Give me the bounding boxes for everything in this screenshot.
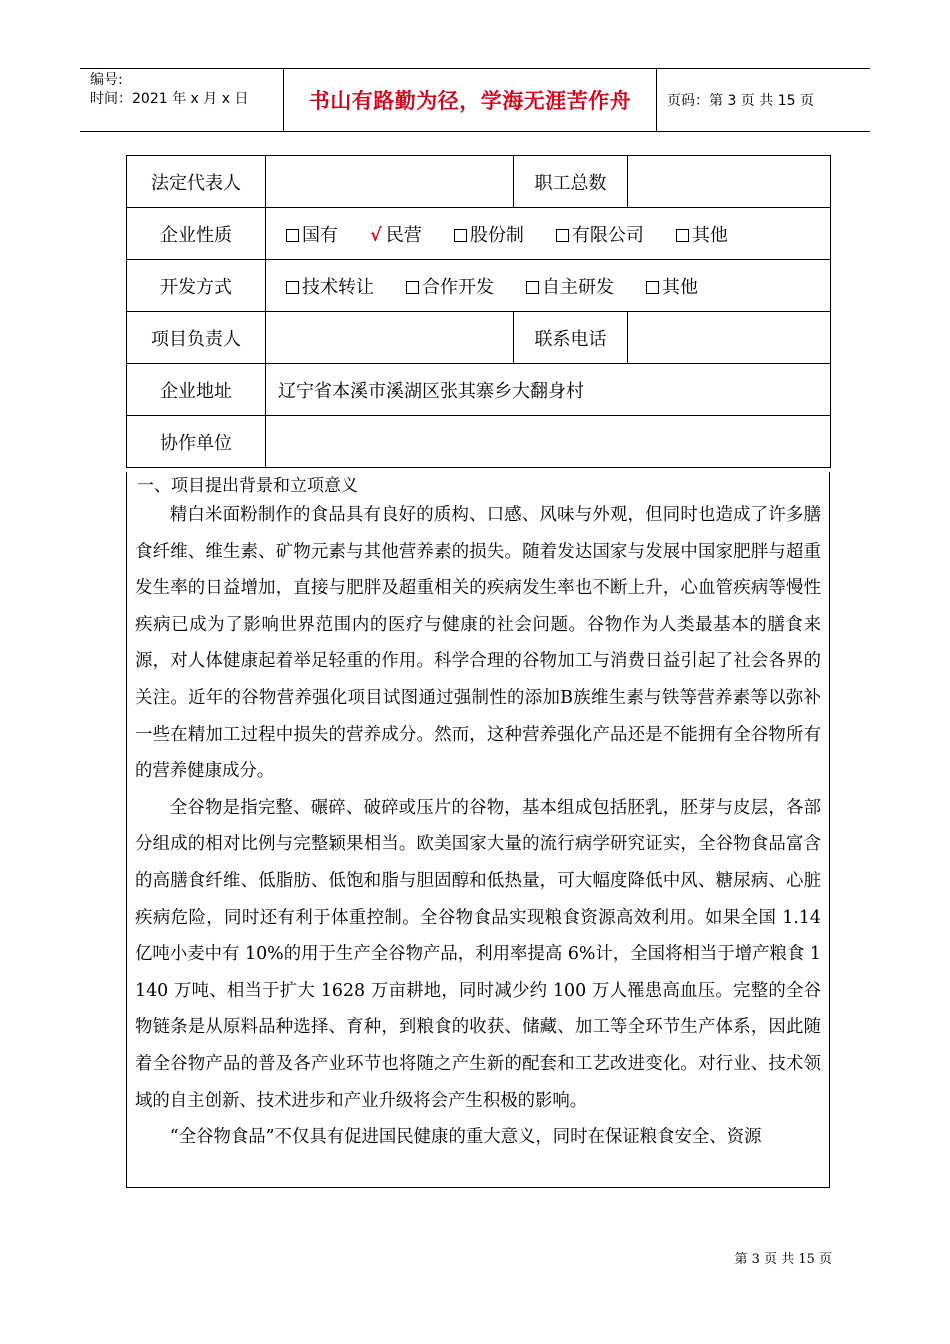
enterprise-info-table — [126, 155, 831, 468]
option-label: 有限公司 — [571, 224, 644, 246]
contact-phone-label: 联系电话 — [514, 312, 628, 364]
option-item[interactable] — [286, 273, 374, 299]
option-label: 股份制 — [469, 224, 524, 246]
option-item[interactable] — [370, 221, 422, 247]
checkbox-icon[interactable] — [286, 281, 299, 294]
section-title: 一、项目提出背景和立项意义 — [137, 476, 358, 496]
checkbox-icon[interactable] — [646, 281, 659, 294]
page-header — [80, 68, 870, 132]
partner-unit-label: 协作单位 — [127, 416, 266, 468]
table-row — [127, 156, 831, 208]
option-item[interactable] — [526, 273, 614, 299]
checkbox-icon[interactable] — [556, 229, 569, 242]
project-background-section — [126, 472, 830, 1188]
date-label: 时间：2021 年 x 月 x 日 — [90, 91, 249, 107]
option-label: 其他 — [691, 224, 728, 246]
legal-representative-value[interactable] — [266, 156, 514, 208]
table-row — [127, 312, 831, 364]
checkbox-icon[interactable] — [406, 281, 419, 294]
option-label: 其他 — [662, 276, 698, 298]
enterprise-address-label: 企业地址 — [127, 364, 266, 416]
option-label: 国有 — [302, 224, 338, 246]
enterprise-type-label: 企业性质 — [127, 208, 266, 260]
checkbox-icon[interactable] — [286, 229, 299, 242]
table-row — [127, 208, 831, 260]
option-item[interactable] — [454, 221, 524, 247]
project-leader-value[interactable] — [266, 312, 514, 364]
paragraph: 全谷物是指完整、碾碎、破碎或压片的谷物，基本组成包括胚乳，胚芽与皮层，各部分组成的相对比例与完整颖果相当。欧美国家大量的流行病学研究证实，全谷物食品富含的高膳食纤维、低脂肪、低饱和脂与胆固醇和低热量，可大幅度降低中风、糖尿病、心脏疾病危险，同时还有利于体重控制。全谷物食品实现粮食资源高效利用。如果全国 1.14 亿吨小麦中有 10%的用于生产全谷物产品，利用率提高 6%计，全国将相当于增产粮食 1140 万吨、相当于扩大 1628 万亩耕地，同时减少约 100 万人罹患高血压。完整的全谷物链条是从原料品种选择、育种，到粮食的收获、储藏、加工等全环节生产体系，因此随着全谷物产品的普及各产业环节也将随之产生新的配套和工艺改进变化。对行业、技术领域的自主创新、技术进步和产业升级将会产生积极的影响。 — [135, 797, 821, 1111]
development-mode-options — [266, 260, 831, 312]
header-page-number: 页码：第 3 页 共 15 页 — [667, 93, 814, 109]
project-leader-label: 项目负责人 — [127, 312, 266, 364]
table-row — [127, 364, 831, 416]
employee-count-value[interactable] — [628, 156, 831, 208]
table-row — [127, 416, 831, 468]
employee-count-label: 职工总数 — [514, 156, 628, 208]
checkbox-icon[interactable] — [526, 281, 539, 294]
enterprise-type-options — [266, 208, 831, 260]
contact-phone-value[interactable] — [628, 312, 831, 364]
header-meta — [80, 69, 284, 131]
serial-number-label: 编号: — [90, 72, 123, 88]
header-motto: 书山有路勤为径，学海无涯苦作舟 — [284, 69, 657, 131]
enterprise-address-value: 辽宁省本溪市溪湖区张其寨乡大翻身村 — [266, 364, 831, 416]
checkbox-icon[interactable] — [454, 229, 467, 242]
option-item[interactable] — [676, 221, 728, 247]
checkmark-icon: √ — [370, 224, 382, 246]
option-item[interactable] — [556, 221, 644, 247]
option-item[interactable] — [646, 273, 698, 299]
checkbox-icon[interactable] — [676, 229, 689, 242]
option-label: 民营 — [385, 224, 422, 246]
development-mode-label: 开发方式 — [127, 260, 266, 312]
option-item[interactable] — [406, 273, 494, 299]
option-label: 自主研发 — [542, 276, 614, 298]
footer-page-number: 第 3 页 共 15 页 — [734, 1252, 832, 1267]
option-label: 技术转让 — [302, 276, 374, 298]
option-item[interactable] — [286, 221, 338, 247]
partner-unit-value[interactable] — [266, 416, 831, 468]
paragraph: 精白米面粉制作的食品具有良好的质构、口感、风味与外观，但同时也造成了许多膳食纤维、维生素、矿物元素与其他营养素的损失。随着发达国家与发展中国家肥胖与超重发生率的日益增加，直接与肥胖及超重相关的疾病发生率也不断上升，心血管疾病等慢性疾病已成为了影响世界范围内的医疗与健康的社会问题。谷物作为人类最基本的膳食来源，对人体健康起着举足轻重的作用。科学合理的谷物加工与消费日益引起了社会各界的关注。近年的谷物营养强化项目试图通过强制性的添加B族维生素与铁等营养素等以弥补一些在精加工过程中损失的营养成分。然而，这种营养强化产品还是不能拥有全谷物所有的营养健康成分。 — [135, 505, 821, 782]
table-row — [127, 260, 831, 312]
paragraph: “全谷物食品”不仅具有促进国民健康的重大意义，同时在保证粮食安全、资源 — [169, 1127, 762, 1148]
legal-representative-label: 法定代表人 — [127, 156, 266, 208]
option-label: 合作开发 — [422, 276, 494, 298]
